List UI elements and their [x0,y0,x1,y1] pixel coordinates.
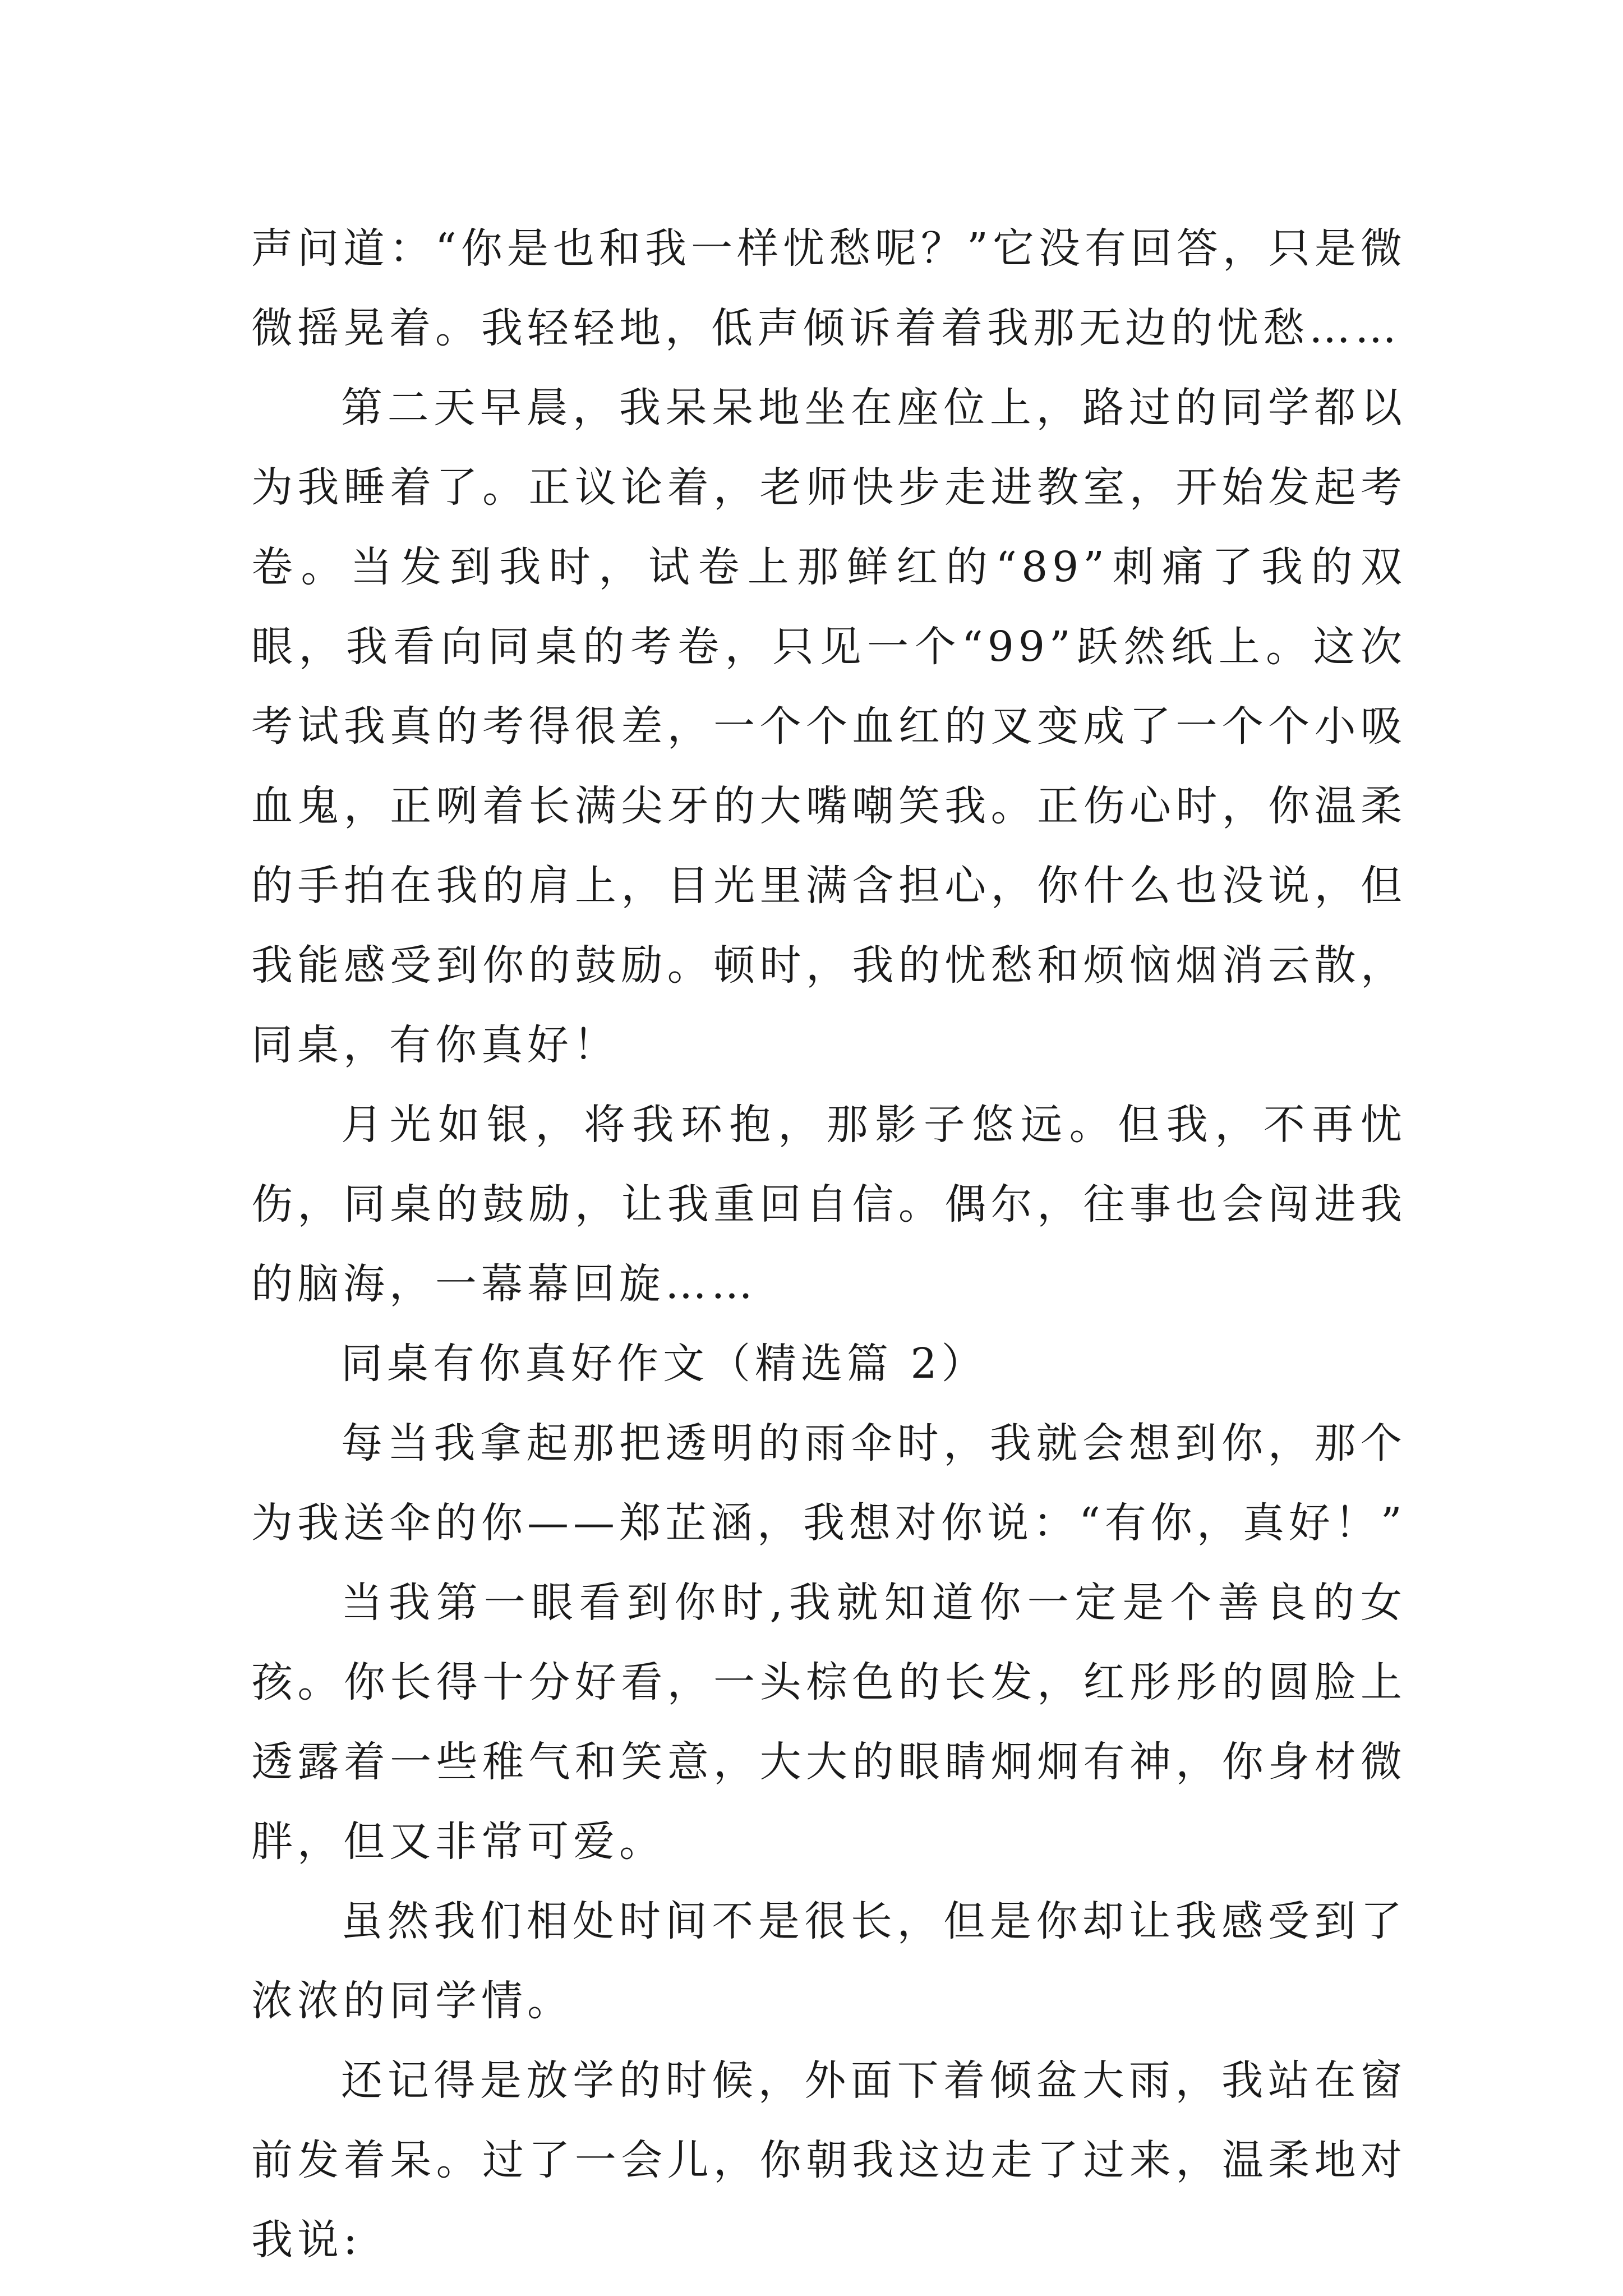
paragraph-4: 每当我拿起那把透明的雨伞时，我就会想到你，那个为我送伞的你——郑芷涵，我想对你说：“有你，真好！” [251,1419,1407,1547]
paragraph-1: 声问道：“你是也和我一样忧愁呢？”它没有回答，只是微微摇晃着。我轻轻地，低声倾诉着着我那无边的忧愁…… [251,224,1407,352]
section-heading: 同桌有你真好作文（精选篇 2） [341,1340,988,1388]
paragraph-2: 第二天早晨，我呆呆地坐在座位上，路过的同学都以为我睡着了。正议论着，老师快步走进教室，开始发起考卷。当发到我时，试卷上那鲜红的“89”刺痛了我的双眼，我看向同桌的考卷，只见一个“99”跃然纸上。这次考试我真的考得很差，一个个血红的叉变成了一个个小吸血鬼，正咧着长满尖牙的大嘴嘲笑我。正伤心时，你温柔的手拍在我的肩上，目光里满含担心，你什么也没说，但我能感受到你的鼓励。顿时，我的忧愁和烦恼烟消云散，同桌，有你真好！ [251,384,1407,1069]
paragraph-5: 当我第一眼看到你时,我就知道你一定是个善良的女孩。你长得十分好看，一头棕色的长发，红彤彤的圆脸上透露着一些稚气和笑意，大大的眼睛炯炯有神，你身材微胖，但又非常可爱。 [251,1579,1407,1866]
paragraph-6: 虽然我们相处时间不是很长，但是你却让我感受到了浓浓的同学情。 [251,1897,1407,2025]
paragraph-3: 月光如银，将我环抱，那影子悠远。但我，不再忧伤，同桌的鼓励，让我重回自信。偶尔，往事也会闯进我的脑海，一幕幕回旋…… [251,1101,1407,1308]
document-body [251,209,1407,2280]
paragraph-7: 还记得是放学的时候，外面下着倾盆大雨，我站在窗前发着呆。过了一会儿，你朝我这边走了过来，温柔地对我说: [251,2056,1407,2264]
